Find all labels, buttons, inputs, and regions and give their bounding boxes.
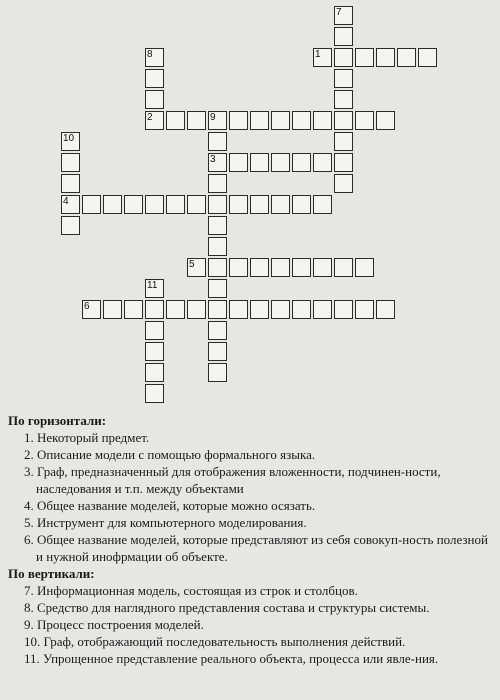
crossword-cell[interactable] bbox=[376, 111, 395, 130]
down-clue: 8. Средство для наглядного представления состава и структуры системы. bbox=[24, 600, 430, 615]
crossword-cell[interactable] bbox=[229, 195, 248, 214]
clue-number-4: 4 bbox=[63, 196, 69, 207]
crossword-cell[interactable] bbox=[292, 111, 311, 130]
crossword-cell[interactable] bbox=[208, 279, 227, 298]
crossword-cell[interactable] bbox=[334, 153, 353, 172]
crossword-cell[interactable] bbox=[208, 363, 227, 382]
crossword-cell[interactable] bbox=[103, 300, 122, 319]
crossword-cell[interactable] bbox=[292, 153, 311, 172]
crossword-cell[interactable] bbox=[166, 111, 185, 130]
clues-section bbox=[8, 412, 494, 667]
crossword-cell[interactable] bbox=[208, 195, 227, 214]
crossword-cell[interactable] bbox=[145, 69, 164, 88]
crossword-cell[interactable] bbox=[271, 195, 290, 214]
crossword-cell[interactable] bbox=[292, 300, 311, 319]
across-clue: 4. Общее название моделей, которые можно осязать. bbox=[24, 498, 316, 513]
crossword-cell[interactable] bbox=[208, 342, 227, 361]
crossword-cell[interactable] bbox=[334, 90, 353, 109]
crossword-cell[interactable] bbox=[187, 111, 206, 130]
down-clue: 11. Упрощенное представление реального объекта, процесса или явле-ния. bbox=[24, 651, 439, 666]
across-clue: 5. Инструмент для компьютерного моделирования. bbox=[24, 515, 307, 530]
clue-number-5: 5 bbox=[189, 259, 195, 270]
across-clue: 6. Общее название моделей, которые представляют из себя совокуп-ность полезной и нужной инофрмации об объекте. bbox=[24, 532, 488, 564]
crossword-cell[interactable] bbox=[145, 363, 164, 382]
crossword-cell[interactable] bbox=[103, 195, 122, 214]
crossword-cell[interactable] bbox=[166, 300, 185, 319]
crossword-cell[interactable] bbox=[334, 27, 353, 46]
down-heading: По вертикали: bbox=[8, 566, 95, 581]
crossword-cell[interactable] bbox=[229, 300, 248, 319]
clue-number-1: 1 bbox=[315, 49, 321, 60]
crossword-cell[interactable] bbox=[334, 300, 353, 319]
crossword-cell[interactable] bbox=[292, 195, 311, 214]
crossword-cell[interactable] bbox=[229, 153, 248, 172]
clue-number-3: 3 bbox=[210, 154, 216, 165]
crossword-cell[interactable] bbox=[145, 342, 164, 361]
crossword-cell[interactable] bbox=[145, 90, 164, 109]
crossword-cell[interactable] bbox=[250, 300, 269, 319]
crossword-cell[interactable] bbox=[229, 111, 248, 130]
crossword-cell[interactable] bbox=[355, 111, 374, 130]
crossword-cell[interactable] bbox=[229, 258, 248, 277]
crossword-cell[interactable] bbox=[397, 48, 416, 67]
crossword-cell[interactable] bbox=[61, 216, 80, 235]
across-list bbox=[8, 429, 494, 565]
clue-number-2: 2 bbox=[147, 112, 153, 123]
crossword-cell[interactable] bbox=[376, 300, 395, 319]
crossword-cell[interactable] bbox=[313, 111, 332, 130]
across-heading: По горизонтали: bbox=[8, 413, 107, 428]
across-clue: 3. Граф, предназначенный для отображения вложенности, подчинен-ности, наследования и т.п. между объектами bbox=[24, 464, 441, 496]
crossword-cell[interactable] bbox=[208, 174, 227, 193]
crossword-cell[interactable] bbox=[145, 300, 164, 319]
clue-number-9: 9 bbox=[210, 112, 216, 123]
crossword-cell[interactable] bbox=[334, 174, 353, 193]
crossword-cell[interactable] bbox=[334, 132, 353, 151]
crossword-cell[interactable] bbox=[334, 258, 353, 277]
crossword-cell[interactable] bbox=[334, 48, 353, 67]
crossword-cell[interactable] bbox=[250, 153, 269, 172]
crossword-cell[interactable] bbox=[313, 153, 332, 172]
crossword-cell[interactable] bbox=[145, 384, 164, 403]
down-clue: 7. Информационная модель, состоящая из строк и столбцов. bbox=[24, 583, 358, 598]
across-clue: 1. Некоторый предмет. bbox=[24, 430, 150, 445]
clue-number-7: 7 bbox=[336, 7, 342, 18]
crossword-cell[interactable] bbox=[250, 195, 269, 214]
crossword-cell[interactable] bbox=[334, 111, 353, 130]
crossword-cell[interactable] bbox=[208, 258, 227, 277]
crossword-cell[interactable] bbox=[271, 153, 290, 172]
crossword-cell[interactable] bbox=[187, 195, 206, 214]
crossword-cell[interactable] bbox=[208, 321, 227, 340]
crossword-cell[interactable] bbox=[208, 237, 227, 256]
crossword-cell[interactable] bbox=[61, 174, 80, 193]
clue-number-8: 8 bbox=[147, 49, 153, 60]
clue-number-11: 11 bbox=[147, 280, 158, 291]
crossword-cell[interactable] bbox=[250, 258, 269, 277]
crossword-cell[interactable] bbox=[208, 132, 227, 151]
crossword-cell[interactable] bbox=[355, 258, 374, 277]
crossword-cell[interactable] bbox=[271, 258, 290, 277]
clue-number-10: 10 bbox=[63, 133, 75, 144]
crossword-cell[interactable] bbox=[418, 48, 437, 67]
crossword-cell[interactable] bbox=[271, 300, 290, 319]
crossword-cell[interactable] bbox=[250, 111, 269, 130]
across-clue: 2. Описание модели с помощью формального языка. bbox=[24, 447, 316, 462]
crossword-cell[interactable] bbox=[166, 195, 185, 214]
down-clue: 10. Граф, отображающий последовательность выполнения действий. bbox=[24, 634, 406, 649]
crossword-cell[interactable] bbox=[187, 300, 206, 319]
crossword-cell[interactable] bbox=[208, 300, 227, 319]
crossword-cell[interactable] bbox=[313, 258, 332, 277]
crossword-cell[interactable] bbox=[82, 195, 101, 214]
crossword-cell[interactable] bbox=[208, 216, 227, 235]
crossword-cell[interactable] bbox=[334, 69, 353, 88]
down-list bbox=[8, 582, 494, 667]
crossword-cell[interactable] bbox=[145, 195, 164, 214]
clue-number-6: 6 bbox=[84, 301, 90, 312]
crossword-cell[interactable] bbox=[313, 300, 332, 319]
crossword-cell[interactable] bbox=[61, 153, 80, 172]
crossword-cell[interactable] bbox=[145, 321, 164, 340]
crossword-cell[interactable] bbox=[355, 300, 374, 319]
crossword-cell[interactable] bbox=[355, 48, 374, 67]
crossword-cell[interactable] bbox=[271, 111, 290, 130]
crossword-cell[interactable] bbox=[313, 195, 332, 214]
crossword-cell[interactable] bbox=[124, 300, 143, 319]
crossword-cell[interactable] bbox=[376, 48, 395, 67]
crossword-cell[interactable] bbox=[292, 258, 311, 277]
down-clue: 9. Процесс построения моделей. bbox=[24, 617, 204, 632]
crossword-cell[interactable] bbox=[124, 195, 143, 214]
